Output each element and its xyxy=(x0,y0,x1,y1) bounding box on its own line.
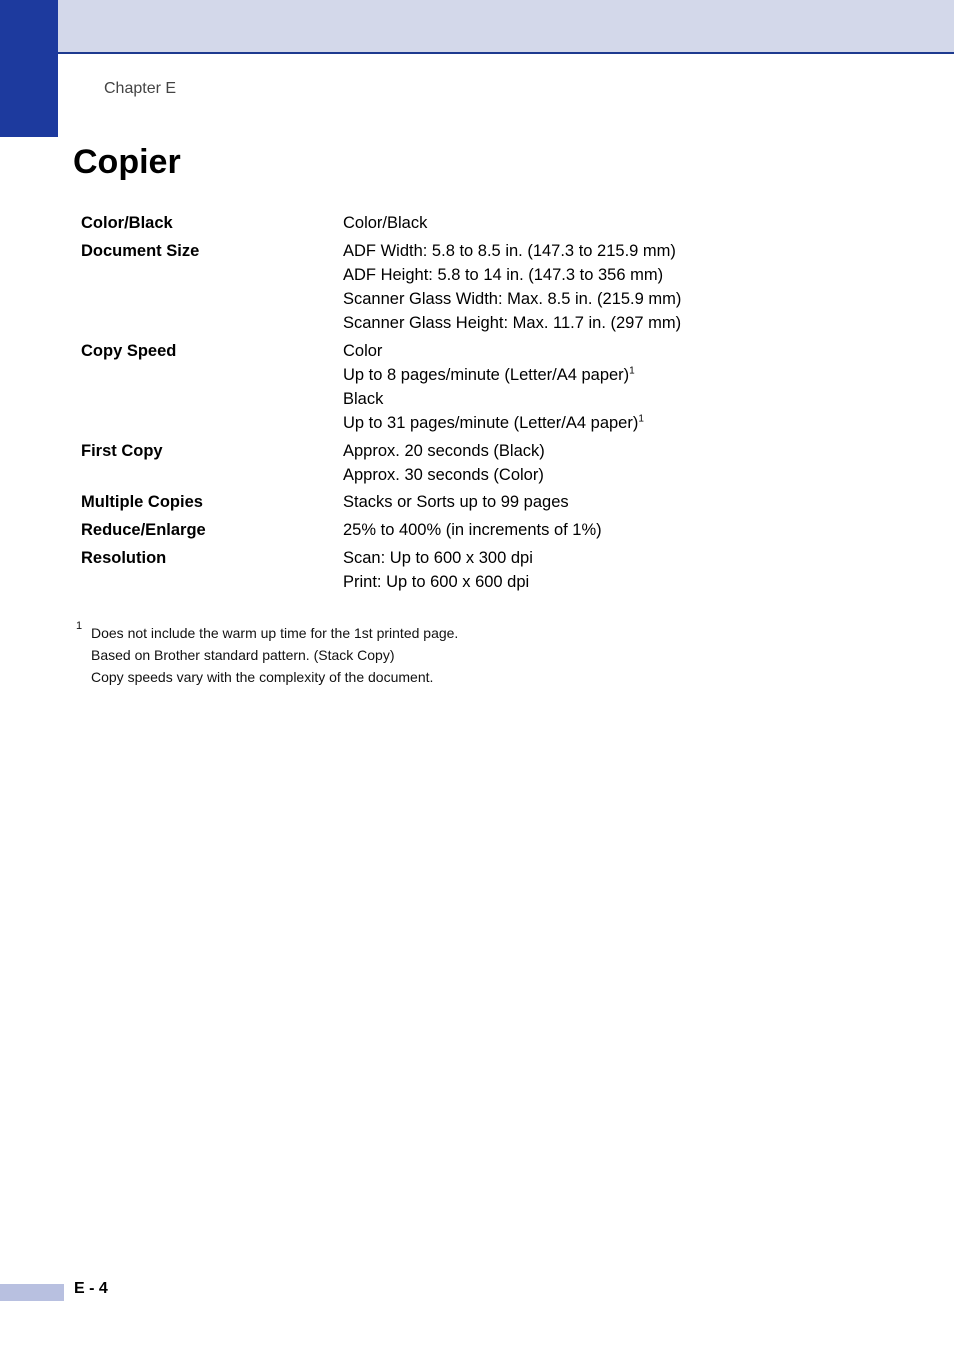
spec-value-line: 25% to 400% (in increments of 1%) xyxy=(343,521,602,539)
footer-bar xyxy=(0,1284,64,1301)
spec-label: Reduce/Enlarge xyxy=(81,521,206,539)
spec-value-line: Color xyxy=(343,342,383,360)
spec-label: Multiple Copies xyxy=(81,493,203,511)
spec-label: First Copy xyxy=(81,442,163,460)
page-title: Copier xyxy=(73,143,181,181)
spec-value-line xyxy=(343,411,644,435)
chapter-label: Chapter E xyxy=(104,80,177,97)
spec-value-text: Up to 31 pages/minute (Letter/A4 paper) xyxy=(343,414,639,432)
spec-value-line: Stacks or Sorts up to 99 pages xyxy=(343,493,569,511)
footnote-text xyxy=(91,622,458,688)
spec-label: Resolution xyxy=(81,549,167,567)
spec-value-line: Print: Up to 600 x 600 dpi xyxy=(343,573,530,591)
footnote-line: Based on Brother standard pattern. (Stack Copy) xyxy=(91,647,395,663)
spec-row-document-size xyxy=(81,239,781,335)
spec-value-line: Color/Black xyxy=(343,214,428,232)
spec-row-copy-speed xyxy=(81,339,781,435)
spec-value-line: Scanner Glass Height: Max. 11.7 in. (297 mm) xyxy=(343,314,682,332)
spec-value-line: Scan: Up to 600 x 300 dpi xyxy=(343,549,533,567)
spec-label: Color/Black xyxy=(81,214,173,232)
spec-label: Document Size xyxy=(81,242,200,260)
spec-value xyxy=(343,546,533,594)
footnote-ref: 1 xyxy=(629,365,635,377)
spec-value xyxy=(343,518,602,542)
spec-row-color-black xyxy=(81,211,781,235)
spec-label: Copy Speed xyxy=(81,342,177,360)
spec-value xyxy=(343,339,644,435)
spec-value-line: ADF Width: 5.8 to 8.5 in. (147.3 to 215.9 mm) xyxy=(343,242,676,260)
chapter-tab xyxy=(0,0,58,137)
spec-value-line: Approx. 20 seconds (Black) xyxy=(343,442,545,460)
spec-value-line: ADF Height: 5.8 to 14 in. (147.3 to 356 mm) xyxy=(343,266,664,284)
spec-value-line: Scanner Glass Width: Max. 8.5 in. (215.9 mm) xyxy=(343,290,682,308)
footnote-marker: 1 xyxy=(76,620,83,632)
spec-value-line: Black xyxy=(343,390,384,408)
spec-value xyxy=(343,439,545,487)
spec-value-line xyxy=(343,363,644,387)
spec-value xyxy=(343,239,681,335)
spec-table xyxy=(81,211,781,594)
spec-row-multiple-copies xyxy=(81,490,781,514)
spec-value-text: Up to 8 pages/minute (Letter/A4 paper) xyxy=(343,366,630,384)
spec-value xyxy=(343,490,569,514)
page-number: E - 4 xyxy=(74,1280,108,1297)
header-band xyxy=(58,0,954,54)
spec-row-reduce-enlarge xyxy=(81,518,781,542)
spec-value xyxy=(343,211,427,235)
footnote-line: Does not include the warm up time for the 1st printed page. xyxy=(91,625,459,641)
spec-row-first-copy xyxy=(81,439,781,487)
footnote-line: Copy speeds vary with the complexity of the document. xyxy=(91,669,434,685)
spec-value-line: Approx. 30 seconds (Color) xyxy=(343,466,544,484)
spec-row-resolution xyxy=(81,546,781,594)
footnote-ref: 1 xyxy=(638,413,644,425)
